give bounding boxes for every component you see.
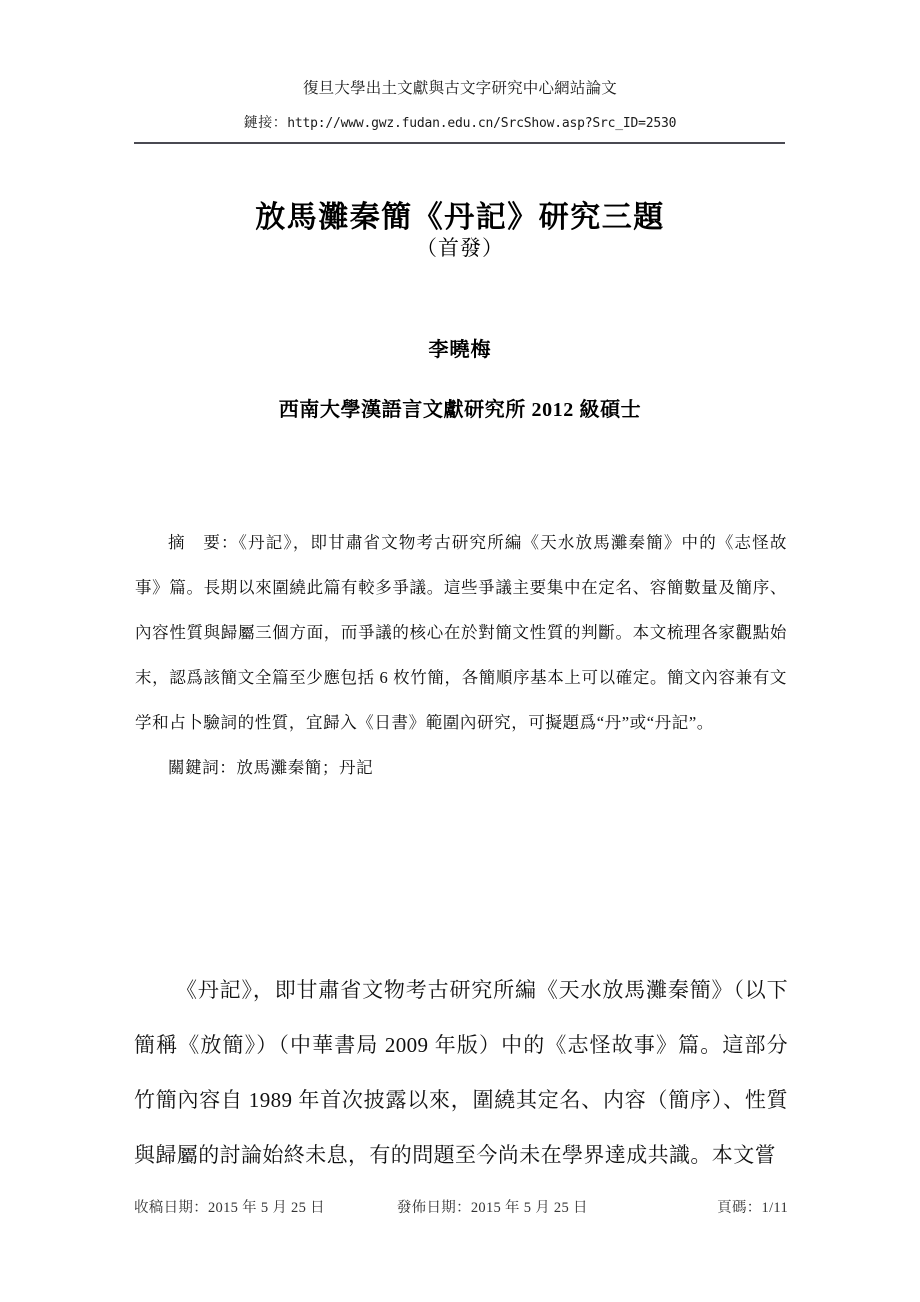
header-divider-rule: [134, 142, 785, 144]
author-affiliation: 西南大學漢語言文獻研究所 2012 級碩士: [278, 399, 642, 421]
page-header: [134, 78, 786, 133]
footer-received-date: 收稿日期：2015 年 5 月 25 日: [134, 1200, 325, 1216]
header-link-label: 鏈接：: [243, 115, 288, 131]
abstract-text: 摘 要：《丹記》，即甘肅省文物考古研究所編《天水放馬灘秦簡》中的《志怪故事》篇。長期以來圍繞此篇有較多爭議。這些爭議主要集中在定名、容簡數量及簡序、內容性質與歸屬三個方面，而爭議的核心在於對簡文性質的判斷。本文梳理各家觀點始末，認爲該簡文全篇至少應包括 6 枚竹簡，各簡順序基本上可以確定。簡文內容兼有文学和占卜驗詞的性質，宜歸入《日書》範圍內研究，可擬題爲“丹”或“丹記”。: [135, 533, 787, 732]
page-title: 放馬灘秦簡《丹記》研究三題: [255, 201, 665, 235]
keywords-text: 關鍵詞：放馬灘秦簡；丹記: [168, 758, 374, 777]
page-footer: [134, 1196, 788, 1217]
footer-published-date: 發佈日期：2015 年 5 月 25 日: [396, 1200, 588, 1216]
body-section: [134, 963, 788, 1183]
page-subtitle: （首發）: [416, 236, 504, 260]
abstract-section: [135, 520, 787, 790]
footer-page-number: 頁碼：1/11: [717, 1200, 788, 1216]
author-name: 李曉梅: [428, 339, 492, 361]
header-site-name: 復旦大學出土文獻與古文字研究中心網站論文: [302, 80, 617, 97]
header-link-url[interactable]: http://www.gwz.fudan.edu.cn/SrcShow.asp?Src_ID=2530: [287, 115, 677, 131]
body-paragraph-1: 《丹記》，即甘肅省文物考古研究所編《天水放馬灘秦簡》（以下簡稱《放簡》）（中華書局 2009 年版）中的《志怪故事》篇。這部分竹簡內容自 1989 年首次披露以來，圍繞其定名、内容（簡序）、性質與歸屬的討論始終未息，有的問題至今尚未在學界達成共識。本文嘗: [134, 978, 788, 1167]
header-source-link: [134, 114, 786, 134]
